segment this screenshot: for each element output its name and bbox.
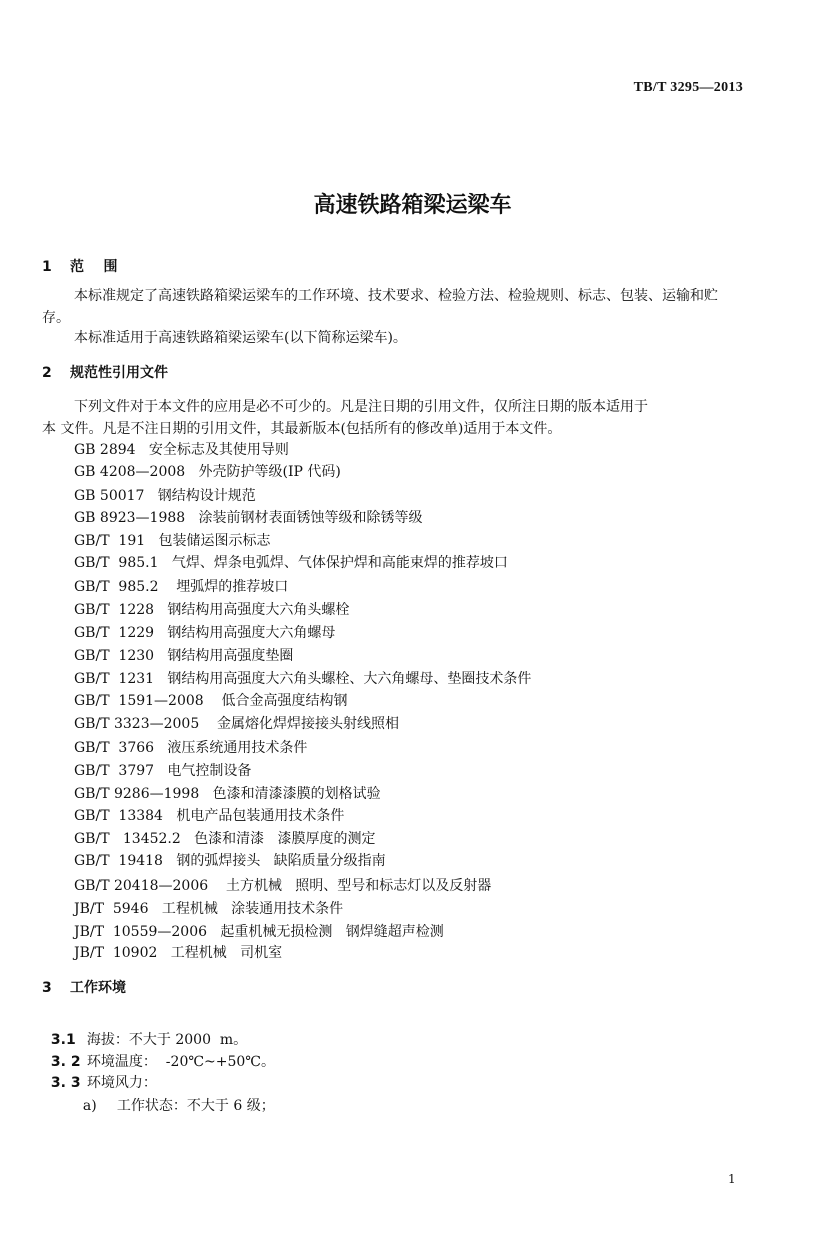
- reference-item: GB/T 1229 钢结构用高强度大六角螺母: [74, 625, 336, 641]
- reference-item: GB/T 3797 电气控制设备: [74, 763, 252, 779]
- sub-item-text: 工作状态：不大于 6 级；: [116, 1098, 275, 1114]
- document-title: 高速铁路箱梁运梁车: [313, 193, 512, 218]
- section-1-heading: [42, 256, 118, 276]
- intro-line: 下列文件对于本文件的应用是必不可少的。凡是注日期的引用文件，仅所注日期的版本适用于: [74, 399, 648, 415]
- section-title: 范 围: [70, 259, 118, 275]
- page-number: 1: [728, 1172, 736, 1186]
- reference-item: GB 2894 安全标志及其使用导则: [74, 442, 289, 458]
- reference-item: GB 8923—1988 涂装前钢材表面锈蚀等级和除锈等级: [74, 510, 423, 526]
- clause-number: 3. 2: [50, 1054, 81, 1070]
- section-number: 3: [42, 980, 52, 996]
- reference-item: GB/T 985.1 气焊、焊条电弧焊、气体保护焊和高能束焊的推荐坡口: [74, 555, 508, 571]
- clause-number: 3.1: [50, 1032, 76, 1048]
- clause-text: 环境温度： -20℃~+50℃。: [86, 1054, 275, 1070]
- section-number: 1: [42, 259, 52, 275]
- clause-text: 海拔：不大于 2000 m。: [86, 1032, 248, 1048]
- reference-item: GB/T 3323—2005 金属熔化焊焊接接头射线照相: [74, 716, 400, 732]
- reference-item: GB/T 985.2 埋弧焊的推荐坡口: [74, 579, 289, 595]
- section-number: 2: [42, 365, 52, 381]
- reference-item: GB/T 1231 钢结构用高强度大六角头螺栓、大六角螺母、垫圈技术条件: [74, 671, 532, 687]
- reference-item: GB 50017 钢结构设计规范: [74, 488, 256, 504]
- clause-number: 3. 3: [50, 1075, 81, 1091]
- reference-item: GB/T 1228 钢结构用高强度大六角头螺栓: [74, 602, 350, 618]
- reference-item: GB/T 13384 机电产品包装通用技术条件: [74, 808, 345, 824]
- paragraph: 本标准适用于高速铁路箱梁运梁车(以下简称运梁车)。: [74, 330, 407, 346]
- reference-item: JB/T 5946 工程机械 涂装通用技术条件: [74, 901, 344, 917]
- reference-item: GB/T 9286—1998 色漆和清漆漆膜的划格试验: [74, 786, 381, 802]
- reference-item: GB/T 1230 钢结构用高强度垫圈: [74, 648, 294, 664]
- reference-item: GB/T 13452.2 色漆和清漆 漆膜厚度的测定: [74, 831, 376, 847]
- clause-text: 环境风力：: [86, 1075, 157, 1091]
- reference-item: JB/T 10902 工程机械 司机室: [74, 945, 283, 961]
- sub-item-label: a): [82, 1098, 97, 1114]
- reference-item: GB/T 191 包装储运图示标志: [74, 533, 271, 549]
- section-title: 工作环境: [70, 980, 126, 996]
- section-title: 规范性引用文件: [70, 365, 168, 381]
- reference-item: GB/T 19418 钢的弧焊接头 缺陷质量分级指南: [74, 853, 386, 869]
- intro-line: 本 文件。凡是不注日期的引用文件，其最新版本(包括所有的修改单)适用于本文件。: [42, 421, 562, 437]
- section-3-heading: [42, 977, 126, 997]
- section-2-heading: [42, 362, 168, 382]
- reference-item: JB/T 10559—2006 起重机械无损检测 钢焊缝超声检测: [74, 924, 444, 940]
- reference-item: GB/T 3766 液压系统通用技术条件: [74, 740, 308, 756]
- reference-item: GB/T 1591—2008 低合金高强度结构钢: [74, 693, 348, 709]
- paragraph: 本标准规定了高速铁路箱梁运梁车的工作环境、技术要求、检验方法、检验规则、标志、包装、运输和贮存。: [42, 288, 718, 326]
- standard-number: TB/T 3295—2013: [633, 80, 743, 95]
- reference-item: GB/T 20418—2006 土方机械 照明、型号和标志灯以及反射器: [74, 878, 492, 894]
- sub-item-a: [74, 1079, 275, 1115]
- reference-item: GB 4208—2008 外壳防护等级(IP 代码): [74, 464, 341, 480]
